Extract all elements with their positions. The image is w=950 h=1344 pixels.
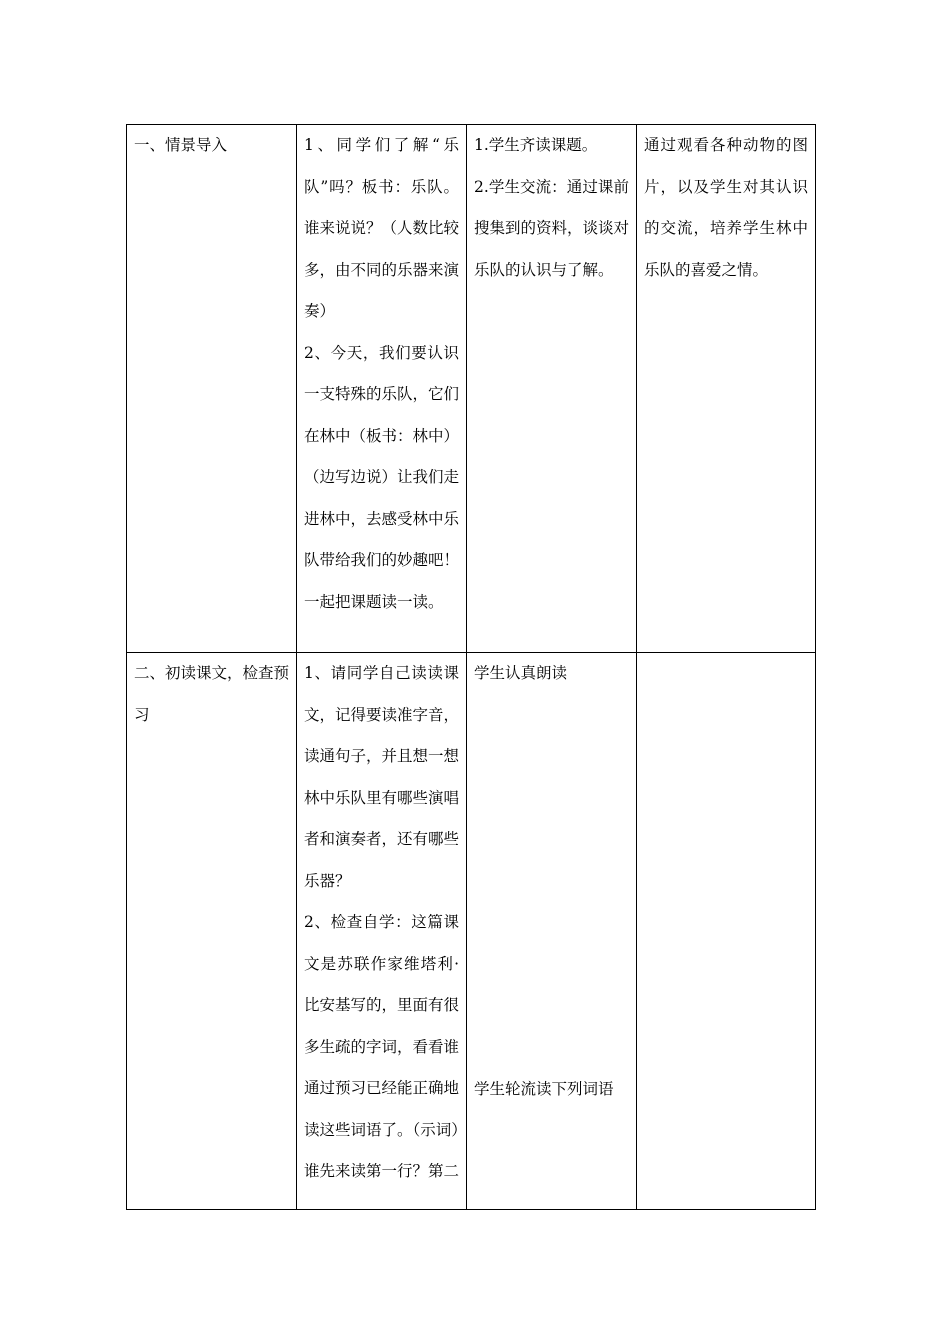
step-cell [127, 653, 297, 1210]
student-activity-cell [467, 653, 637, 1210]
step-title: 二、初读课文，检查预习 [134, 664, 290, 724]
student-paragraph: 学生轮流读下列词语 [474, 1079, 614, 1098]
design-intent-cell [637, 653, 816, 1210]
table-row [127, 125, 816, 653]
teacher-paragraph: 2、检查自学：这篇课文是苏联作家维塔利·比安基写的，里面有很多生疏的字词，看看谁通过预习已经能正确地读这些词语了。（示词）谁先来读第一行？第二 [304, 913, 460, 1180]
student-activity-cell [467, 125, 637, 653]
teacher-activity-cell [297, 125, 467, 653]
teacher-paragraph: 2、今天，我们要认识一支特殊的乐队，它们在林中（板书：林中）（边写边说）让我们走进林中，去感受林中乐队带给我们的妙趣吧！一起把课题读一读。 [304, 343, 460, 611]
teacher-paragraph: 1、同学们了解“乐队”吗？板书：乐队。谁来说说？（人数比较多，由不同的乐器来演奏） [304, 136, 460, 320]
lesson-plan-table [126, 124, 816, 1210]
intent-paragraph: 通过观看各种动物的图片，以及学生对其认识的交流，培养学生林中乐队的喜爱之情。 [644, 136, 808, 279]
teacher-activity-cell [297, 653, 467, 1210]
teacher-paragraph: 1、请同学自己读读课文，记得要读准字音，读通句子，并且想一想林中乐队里有哪些演唱者和演奏者，还有哪些乐器？ [304, 664, 460, 890]
step-title: 一、情景导入 [134, 136, 228, 154]
table-row [127, 653, 816, 1210]
student-paragraph: 1.学生齐读课题。 [474, 136, 598, 154]
spacer [474, 695, 629, 1069]
student-paragraph: 2.学生交流：通过课前搜集到的资料，谈谈对乐队的认识与了解。 [474, 177, 630, 279]
design-intent-cell [637, 125, 816, 653]
student-paragraph: 学生认真朗读 [474, 664, 568, 682]
step-cell [127, 125, 297, 653]
